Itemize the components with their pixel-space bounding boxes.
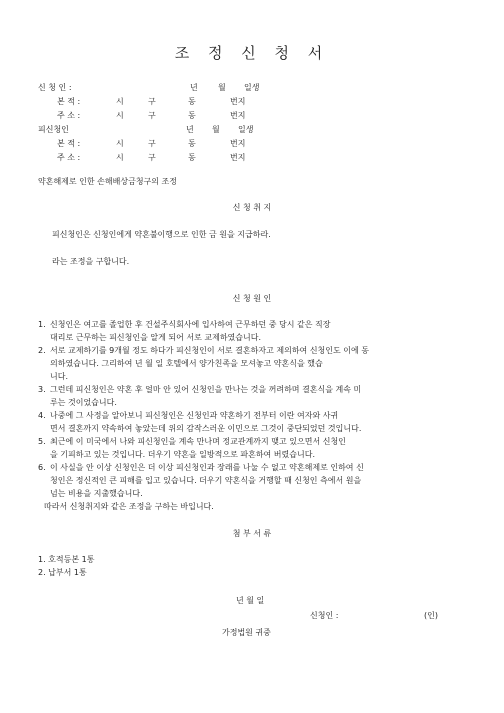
reason-number: 6. [38,463,46,472]
respondent-juso-gu: 구 [148,153,156,162]
respondent-juso-beonji: 번지 [230,153,246,162]
reason-line: 넘는 비용을 지출했습니다. [50,489,143,498]
respondent-birth: 일생 [238,125,254,134]
reason-line: 서로 교제하기를 9개월 정도 하다가 피신청인이 서로 결혼하자고 제의하여 신청인도 이에 동 [50,346,369,355]
respondent-year: 년 [186,125,194,134]
applicant-juso-dong: 동 [188,111,196,120]
reason-number: 2. [38,346,46,355]
reasons-closing: 따라서 신청취지와 같은 조정을 구하는 바입니다. [44,502,214,511]
purpose-line-2: 라는 조정을 구합니다. [52,257,130,266]
reasons-heading: 신 청 원 인 [232,294,272,303]
reason-line: 나중에 그 사정을 알아보니 피신청인은 신청인과 약혼하기 전부터 이란 여자와 사귀 [50,411,339,420]
attachment-item: 1. 호적등본 1통 [38,555,95,564]
respondent-bonjeok-label: 본 적 : [57,139,81,148]
applicant-juso-beonji: 번지 [230,111,246,120]
respondent-bonjeok-si: 시 [116,139,124,148]
respondent-juso-si: 시 [116,153,124,162]
applicant-year: 년 [190,83,198,92]
reason-number: 4. [38,411,46,420]
respondent-label: 피신청인 [38,125,69,134]
reason-line: 그런데 피신청인은 약혼 후 얼마 안 있어 신청인을 만나는 것을 꺼려하며 결혼식을 계속 미 [50,385,362,394]
footer-court: 가정법원 귀중 [222,628,271,637]
page-title: 조 정 신 청 서 [174,44,330,62]
applicant-birth: 일생 [244,83,260,92]
reason-number: 5. [38,437,46,446]
applicant-bonjeok-beonji: 번지 [230,97,246,106]
reason-line: 면서 결혼까지 약속하여 놓았는데 위의 감작스러운 이민으로 그것이 중단되었던 것입니다. [50,424,362,433]
applicant-bonjeok-label: 본 적 : [57,97,81,106]
purpose-line-1: 피신청인은 신청인에게 약혼불이행으로 인한 금 원을 지급하라. [52,230,271,239]
applicant-label: 신 청 인 : [38,83,72,92]
applicant-bonjeok-si: 시 [116,97,124,106]
attachments-heading: 첨 부 서 류 [232,529,272,538]
reason-line: 대리로 근무하는 피신청인을 알게 되어 서로 교제하였습니다. [50,333,261,342]
applicant-bonjeok-gu: 구 [148,97,156,106]
purpose-heading: 신 청 취 지 [232,203,272,212]
footer-date: 년 월 일 [236,596,265,605]
footer-seal: (인) [424,611,438,620]
case-name: 약혼해제로 인한 손해배상금청구의 조정 [38,177,178,186]
respondent-bonjeok-gu: 구 [148,139,156,148]
applicant-bonjeok-dong: 동 [188,97,196,106]
applicant-juso-gu: 구 [148,111,156,120]
respondent-bonjeok-dong: 동 [188,139,196,148]
applicant-month: 월 [218,83,226,92]
attachment-item: 2. 납부서 1통 [38,568,87,577]
footer-signer-label: 신청인 : [310,611,339,620]
applicant-juso-si: 시 [116,111,124,120]
reason-line: 이 사실을 안 이상 신청인은 더 이상 피신청인과 장래를 나눌 수 없고 약혼해제로 인하여 신 [50,463,364,472]
reason-line: 의하였습니다. 그리하여 년 월 일 호텔에서 양가친족을 모셔놓고 약혼식을 했습 [50,359,323,368]
respondent-juso-dong: 동 [188,153,196,162]
reason-line: 최근에 이 미국에서 나와 피신청인을 계속 만나며 정교관계까지 맺고 있으면서 신청인 [50,437,346,446]
reason-line: 청인은 정신적인 큰 피해를 입고 있습니다. 더우기 약혼식을 거행할 때 신청인 측에서 원을 [50,476,362,485]
reason-line: 을 기피하고 있는 것입니다. 더우기 약혼을 일방적으로 파혼하여 버렸습니다. [50,450,315,459]
reason-line: 니다. [50,372,68,381]
respondent-month: 월 [212,125,220,134]
respondent-juso-label: 주 소 : [57,153,81,162]
reason-line: 신청인은 여고를 졸업한 후 건설주식회사에 입사하여 근무하던 중 당시 같은 직장 [50,320,331,329]
applicant-juso-label: 주 소 : [57,111,81,120]
reason-number: 1. [38,320,46,329]
reason-line: 루는 것이었습니다. [50,398,117,407]
respondent-bonjeok-beonji: 번지 [230,139,246,148]
reason-number: 3. [38,385,46,394]
